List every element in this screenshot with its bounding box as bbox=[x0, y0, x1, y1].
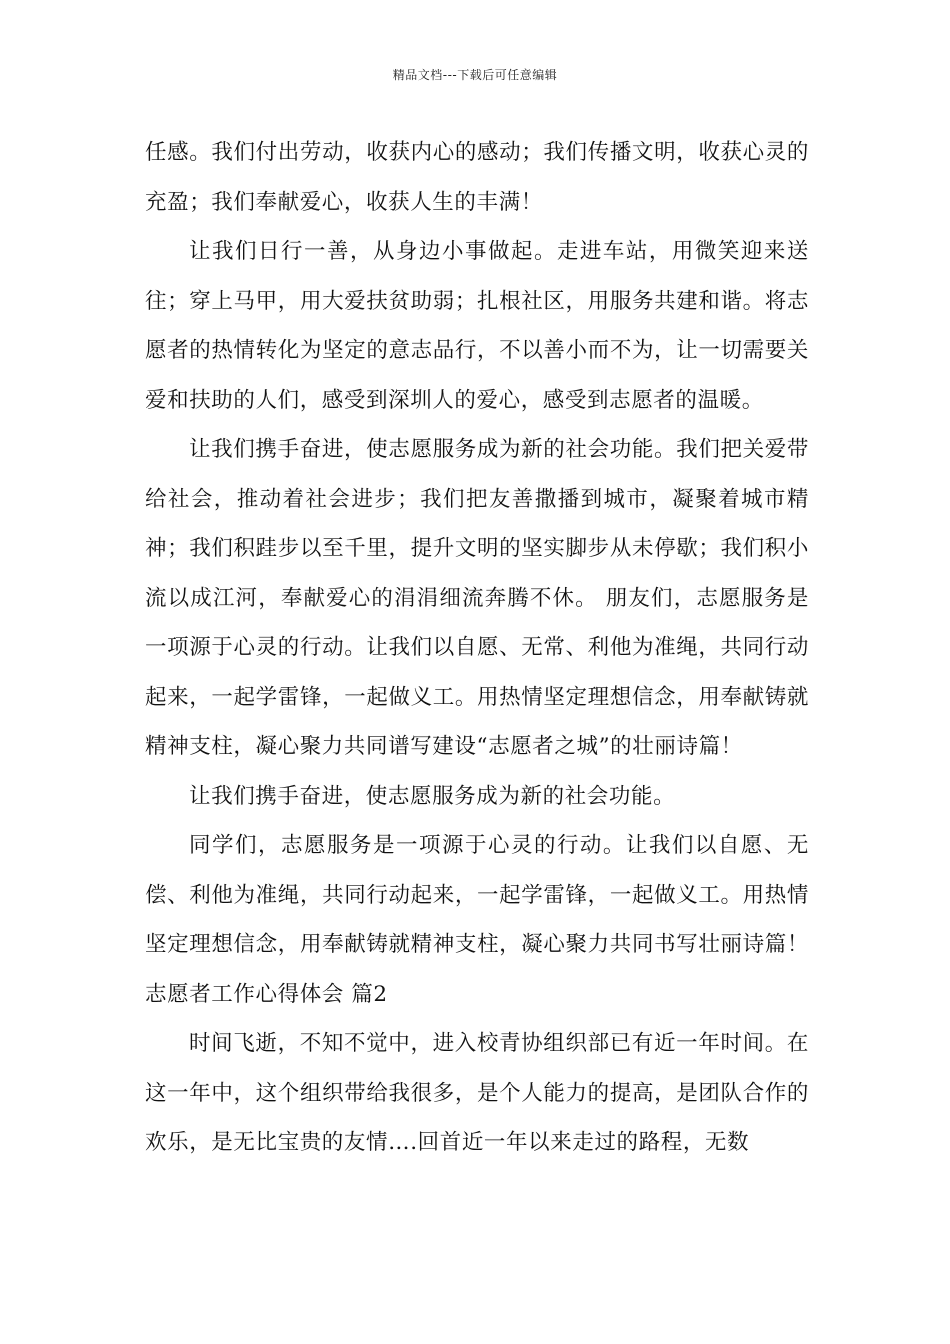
paragraph: 同学们，志愿服务是一项源于心灵的行动。让我们以自愿、无偿、利他为准绳，共同行动起来，一起学雷锋，一起做义工。用热情坚定理想信念，用奉献铸就精神支柱，凝心聚力共同书写壮丽诗篇！志愿者工作心得体会 篇2 bbox=[145, 833, 809, 1007]
paragraph-continuation: 任感。我们付出劳动，收获内心的感动；我们传播文明，收获心灵的充盈；我们奉献爱心，收获人生的丰满！ bbox=[145, 140, 809, 215]
page-header: 精品文档---下载后可任意编辑 bbox=[392, 68, 558, 82]
paragraph: 让我们日行一善，从身边小事做起。走进车站，用微笑迎来送往；穿上马甲，用大爱扶贫助弱；扎根社区，用服务共建和谐。将志愿者的热情转化为坚定的意志品行，不以善小而不为，让一切需要关爱和扶助的人们，感受到深圳人的爱心，感受到志愿者的温暖。 bbox=[145, 239, 809, 413]
paragraph: 让我们携手奋进，使志愿服务成为新的社会功能。我们把关爱带给社会，推动着社会进步；我们把友善撒播到城市，凝聚着城市精神；我们积跬步以至千里，提升文明的坚实脚步从未停歇；我们积小流以成江河，奉献爱心的涓涓细流奔腾不休。 朋友们，志愿服务是一项源于心灵的行动。让我们以自愿、无常、利他为准绳，共同行动起来，一起学雷锋，一起做义工。用热情坚定理想信念，用奉献铸就精神支柱，凝心聚力共同谱写建设“志愿者之城”的壮丽诗篇！ bbox=[145, 437, 809, 759]
paragraph: 让我们携手奋进，使志愿服务成为新的社会功能。 bbox=[189, 783, 676, 809]
document-body bbox=[145, 128, 809, 1168]
paragraph: 时间飞逝，不知不觉中，进入校青协组织部已有近一年时间。在这一年中，这个组织带给我很多，是个人能力的提高，是团队合作的欢乐，是无比宝贵的友情….回首近一年以来走过的路程，无数 bbox=[145, 1031, 809, 1155]
